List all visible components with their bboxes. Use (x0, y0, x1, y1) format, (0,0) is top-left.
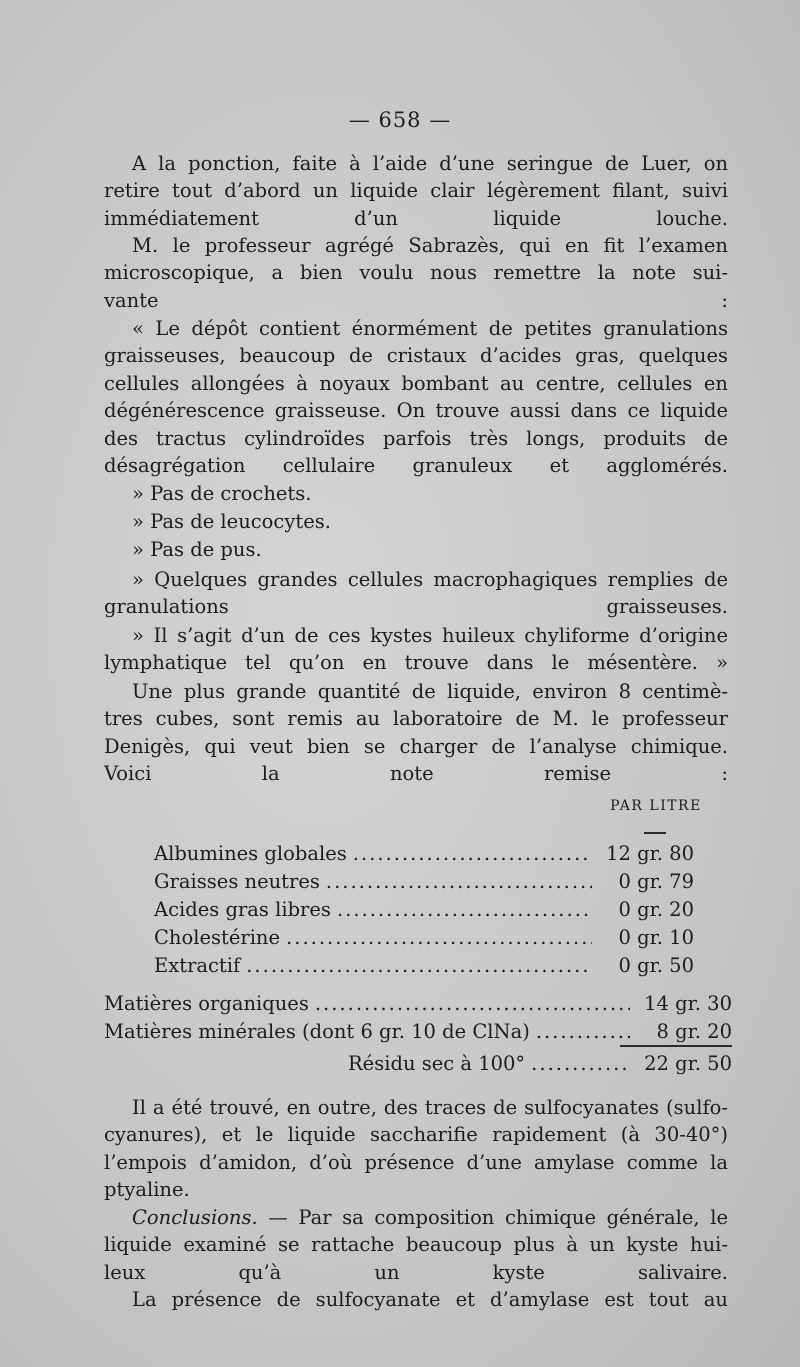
text-line: désagrégation cellulaire granuleux et agglomérés. (104, 454, 728, 478)
text-line: tres cubes, sont remis au laboratoire de M. le professeur (104, 707, 728, 731)
text-line: Il a été trouvé, en outre, des traces de sulfocyanates (sulfo- (132, 1096, 728, 1119)
total-row (104, 1018, 732, 1046)
text-line: microscopique, a bien voulu nous remettre la note sui- (104, 261, 728, 285)
text-line: dégénérescence graisseuse. On trouve aussi dans ce liquide (104, 399, 728, 423)
row-value: 0 gr. 10 (618, 926, 694, 949)
leader-dots (246, 952, 592, 980)
leader-dots (286, 924, 592, 952)
text-line: retire tout d’abord un liquide clair légèrement filant, suivi (104, 179, 728, 203)
paragraph-leucocytes (104, 508, 728, 535)
text-line: l’empois d’amidon, d’où présence d’une amylase comme la (104, 1150, 728, 1174)
text-line: liquide examiné se rattache beaucoup plus à un kyste hui- (104, 1233, 728, 1257)
paragraph-3 (104, 315, 728, 479)
table-row (154, 896, 694, 924)
paragraph-presence (104, 1286, 728, 1313)
text-line: cellules allongées à noyaux bombant au centre, cellules en (104, 371, 728, 395)
paragraph-analyse (104, 678, 728, 788)
row-value: 0 gr. 20 (618, 898, 694, 921)
conclusions-label: Conclusions. (132, 1206, 258, 1229)
text-line: immédiatement d’un liquide louche. (104, 206, 728, 230)
text-line: ptyaline. (104, 1178, 190, 1202)
text-line: » Pas de crochets. (132, 482, 312, 505)
text-line: Une plus grande quantité de liquide, environ 8 centimè- (132, 680, 728, 703)
leader-dots (337, 896, 592, 924)
text-line: La présence de sulfocyanate et d’amylase est tout au (132, 1288, 728, 1311)
page-number: — 658 — (348, 108, 452, 132)
leader-dots (531, 1050, 630, 1078)
row-value: 22 gr. 50 (644, 1052, 732, 1075)
row-label: Résidu sec à 100° (348, 1052, 526, 1075)
text-line: vante : (104, 288, 728, 312)
row-label: Matières organiques (104, 992, 309, 1015)
text-line: lymphatique tel qu’on en trouve dans le mésentère. » (104, 651, 728, 675)
paragraph-macrophages (104, 566, 728, 621)
paragraph-pus (104, 536, 728, 563)
row-label: Extractif (154, 954, 241, 977)
leader-dots (353, 840, 592, 868)
paragraph-sulfocyanates (104, 1094, 728, 1204)
sum-rule (620, 1045, 732, 1047)
text-line: A la ponction, faite à l’aide d’une seringue de Luer, on (132, 152, 728, 175)
leader-dots (536, 1018, 630, 1046)
text-line: des tractus cylindroïdes parfois très longs, produits de (104, 426, 728, 450)
text-line: granulations graisseuses. (104, 595, 728, 619)
row-value: 8 gr. 20 (656, 1020, 732, 1043)
row-value: 0 gr. 50 (618, 954, 694, 977)
text-line: » Quelques grandes cellules macrophagiques remplies de (132, 568, 728, 591)
table-row (154, 868, 694, 896)
text-line: cyanures), et le liquide saccharifie rapidement (à 30-40°) (104, 1123, 728, 1147)
table-row (154, 924, 694, 952)
row-label: Graisses neutres (154, 870, 320, 893)
row-value: 0 gr. 79 (618, 870, 694, 893)
text-line: » Pas de pus. (132, 538, 262, 561)
text-line: Voici la note remise : (104, 762, 728, 786)
row-value: 12 gr. 80 (606, 842, 694, 865)
table-header-par-litre: PAR LITRE (610, 798, 702, 814)
paragraph-crochets (104, 480, 728, 507)
text-line: M. le professeur agrégé Sabrazès, qui en fit l’examen (132, 234, 728, 257)
total-row (104, 990, 732, 1018)
text-fragment: — Par sa composition chimique générale, le (257, 1206, 728, 1229)
paragraph-kyste (104, 622, 728, 677)
leader-dots (326, 868, 592, 896)
paragraph-conclusions (104, 1204, 728, 1286)
text-line: graisseuses, beaucoup de cristaux d’acides gras, quelques (104, 344, 728, 368)
header-dash (644, 832, 666, 834)
table-row (154, 840, 694, 868)
residue-row (348, 1050, 732, 1078)
text-line: » Il s’agit d’un de ces kystes huileux chyliforme d’origine (132, 624, 728, 647)
paragraph-1 (104, 150, 728, 232)
text-line: » Pas de leucocytes. (132, 510, 331, 533)
leader-dots (315, 990, 630, 1018)
table-row (154, 952, 694, 980)
row-label: Acides gras libres (154, 898, 331, 921)
row-label: Albumines globales (154, 842, 347, 865)
text-line (104, 1204, 728, 1231)
text-line: Denigès, qui veut bien se charger de l’analyse chimique. (104, 734, 728, 758)
row-label: Matières minérales (dont 6 gr. 10 de ClNa) (104, 1020, 530, 1043)
row-label: Cholestérine (154, 926, 281, 949)
row-value: 14 gr. 30 (644, 992, 732, 1015)
text-line: leux qu’à un kyste salivaire. (104, 1260, 728, 1284)
text-line: « Le dépôt contient énormément de petites granulations (132, 317, 728, 340)
paragraph-2 (104, 232, 728, 314)
